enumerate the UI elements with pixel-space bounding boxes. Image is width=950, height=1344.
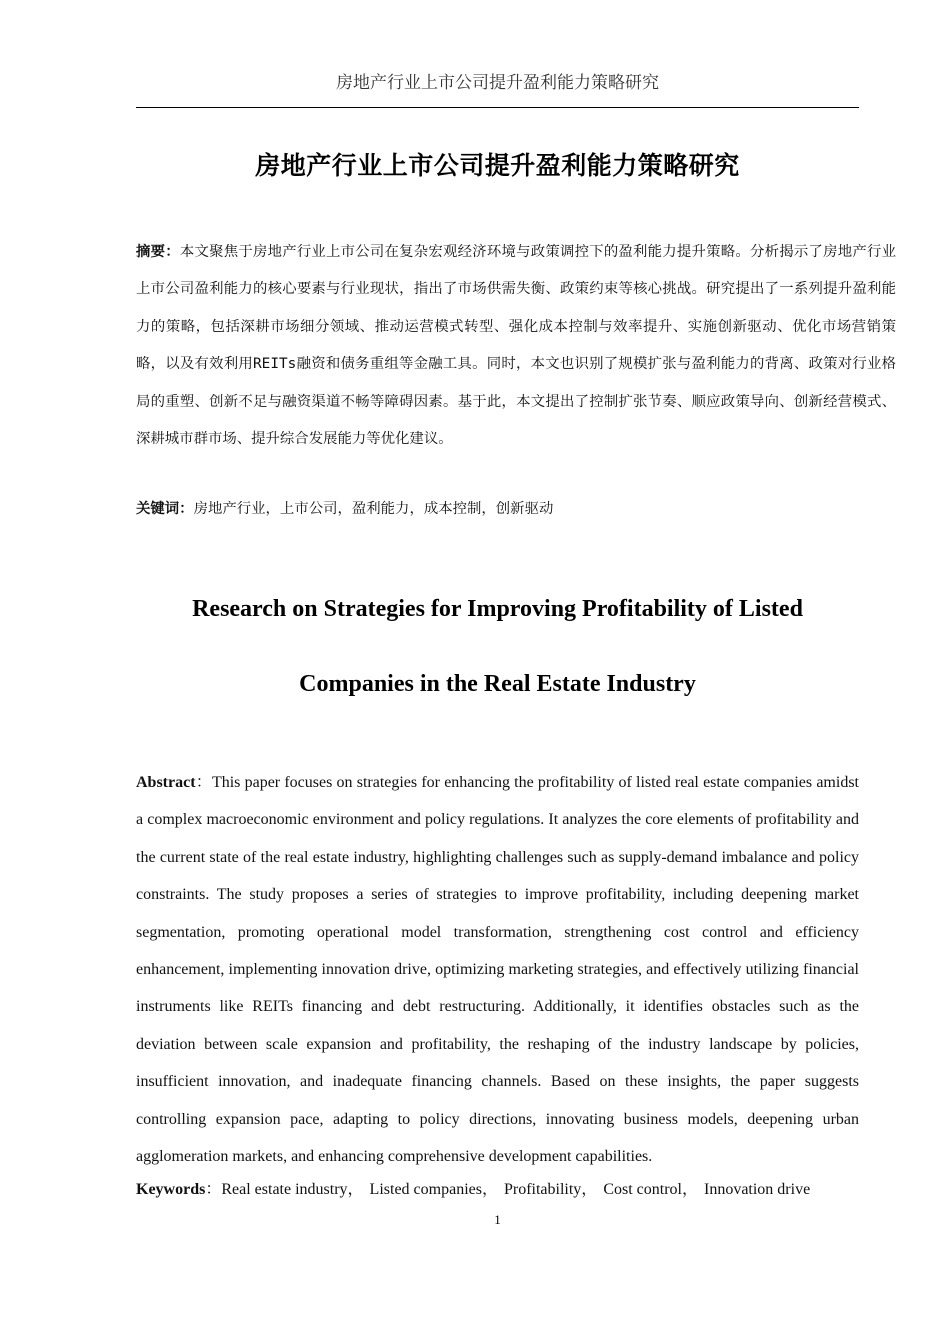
english-abstract-separator: ：: [195, 774, 212, 791]
english-title: [136, 572, 859, 722]
chinese-abstract-text: 本文聚焦于房地产行业上市公司在复杂宏观经济环境与政策调控下的盈利能力提升策略。分析揭示了房地产行业上市公司盈利能力的核心要素与行业现状，指出了市场供需失衡、政策约束等核心挑战。研究提出了一系列提升盈利能力的策略，包括深耕市场细分领域、推动运营模式转型、强化成本控制与效率提升、实施创新驱动、优化市场营销策略，以及有效利用REITs融资和债务重组等金融工具。同时，本文也识别了规模扩张与盈利能力的背离、政策对行业格局的重塑、创新不足与融资渠道不畅等障碍因素。基于此，本文提出了控制扩张节奏、顺应政策导向、创新经营模式、深耕城市群市场、提升综合发展能力等优化建议。: [136, 244, 896, 448]
keyword-item: Real estate industry，: [221, 1181, 364, 1198]
english-keywords: [136, 1177, 859, 1203]
chinese-keywords-text: 房地产行业，上市公司，盈利能力，成本控制，创新驱动: [193, 501, 554, 517]
chinese-abstract-label: 摘要：: [136, 244, 180, 260]
keyword-item: Innovation drive: [703, 1181, 811, 1198]
english-abstract-text: This paper focuses on strategies for enhancing the profitability of listed real estate companies amidst a complex macroeconomic environment and policy regulations. It analyzes the core elements of profitability and the current state of the real estate industry, highlighting challenges such as supply-demand imbalance and policy constraints. The study proposes a series of strategies to improve profitability, including deepening market segmentation, promoting operational model transformation, strengthening cost control and efficiency enhancement, implementing innovation drive, optimizing marketing strategies, and effectively utilizing financial instruments like REITs financing and debt restructuring. Additionally, it identifies obstacles such as the deviation between scale expansion and profitability, the reshaping of the industry landscape by policies, insufficient innovation, and inadequate financing channels. Based on these insights, the paper suggests controlling expansion pace, adapting to policy directions, innovating business models, deepening urban agglomeration markets, and enhancing comprehensive development capabilities.: [136, 774, 859, 1166]
chinese-keywords: [136, 495, 896, 523]
keyword-item: Cost control，: [603, 1181, 698, 1198]
english-title-line-1: Research on Strategies for Improving Profitability of Listed: [192, 596, 803, 622]
header-divider: [136, 107, 859, 108]
chinese-title: 房地产行业上市公司提升盈利能力策略研究: [255, 151, 740, 180]
keyword-item: Listed companies，: [369, 1181, 498, 1198]
english-keywords-separator: ：: [205, 1181, 222, 1198]
english-title-line-2: Companies in the Real Estate Industry: [299, 671, 696, 697]
page-number: 1: [494, 1212, 501, 1227]
english-keywords-label: Keywords: [136, 1181, 206, 1198]
chinese-keywords-label: 关键词：: [136, 501, 194, 517]
keyword-item: Profitability，: [503, 1181, 598, 1198]
english-abstract-label: Abstract: [136, 774, 196, 791]
running-header: 房地产行业上市公司提升盈利能力策略研究: [336, 73, 659, 93]
chinese-abstract: [136, 234, 896, 458]
english-abstract: [136, 764, 859, 1175]
